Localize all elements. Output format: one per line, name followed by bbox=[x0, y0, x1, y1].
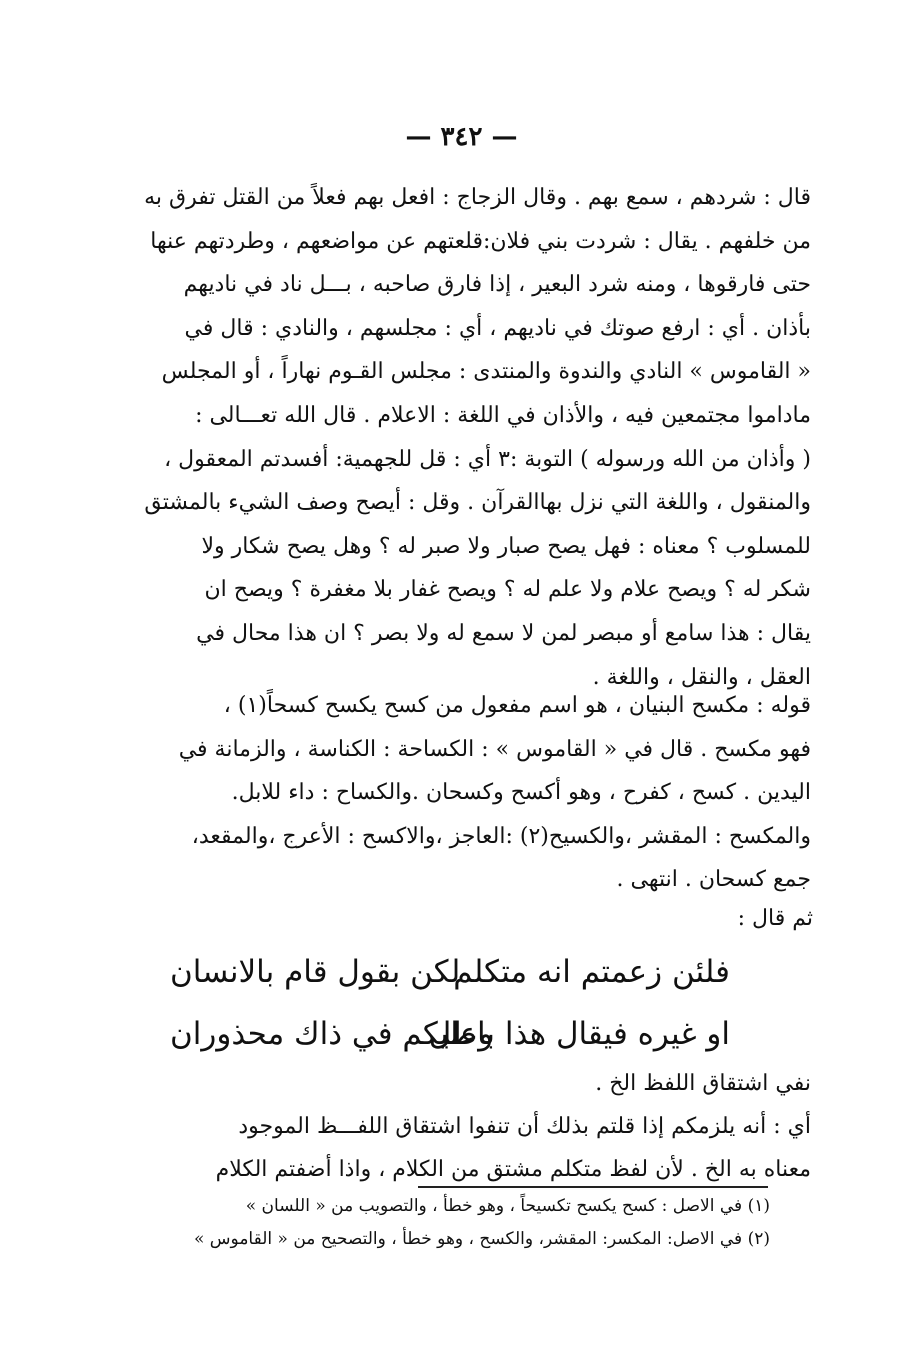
verse-line bbox=[170, 944, 730, 1000]
footnote: (١) في الاصل : كسح يكسح تكسيحاً ، وهو خطأ ، والتصويب من « اللسان » bbox=[245, 1196, 770, 1216]
text-line: والمكسح : المقشر ،والكسيح(٢) :العاجز ،والاكسح : الأعرج ،والمقعد، bbox=[191, 823, 811, 849]
page-number: — ٣٤٢ — bbox=[405, 122, 518, 152]
paragraph-1 bbox=[96, 176, 811, 699]
text-line: اليدين . كسح ، كفرح ، وهو أكسح وكسحان .والكساح : داء للابل. bbox=[231, 780, 811, 806]
text-line: من خلفهم . يقال : شردت بني فلان:قلعتهم عن مواضعهم ، وطردتهم عنها bbox=[150, 228, 811, 254]
footnote: (٢) في الاصل: المكسر: المقشر، والكسح ، وهو خطأ ، والتصحيح من « القاموس » bbox=[193, 1229, 770, 1249]
verse-second-hemistich: وعليكم في ذاك محذوران bbox=[170, 1016, 494, 1052]
text-line: « القاموس » النادي والندوة والمنتدى : مجلس القـوم نهاراً ، أو المجلس bbox=[161, 359, 811, 385]
text-line: معناه به الخ . لأن لفظ متكلم مشتق من الكلام ، واذا أضفتم الكلام bbox=[215, 1157, 811, 1182]
footnotes bbox=[150, 1190, 770, 1256]
paragraph-3 bbox=[96, 1062, 811, 1191]
footnote-divider bbox=[418, 1186, 768, 1188]
text-line: جمع كسحان . انتهى . bbox=[616, 867, 811, 893]
text-line: ماداموا مجتمعين فيه ، والأذان في اللغة : الاعلام . قال الله تعـــالى : bbox=[195, 402, 811, 428]
text-line: فهو مكسح . قال في « القاموس » : الكساحة : الكناسة ، والزمانة في bbox=[178, 736, 811, 762]
text-line: أي : أنه يلزمكم إذا قلتم بذلك أن تنفوا اشتقاق اللفـــظ الموجود bbox=[238, 1114, 811, 1139]
verse-first-hemistich: فلئن زعمتم انه متكلم bbox=[453, 954, 730, 990]
text-line: والمنقول ، واللغة التي نزل بهاالقرآن . وقل : أيصح وصف الشيء بالمشتق bbox=[144, 490, 811, 516]
text-line: قال : شردهم ، سمع بهم . وقال الزجاج : افعل بهم فعلاً من القتل تفرق به bbox=[144, 185, 811, 210]
verse-line bbox=[170, 1006, 730, 1062]
text-line: ( وأذان من الله ورسوله ) التوبة :٣ أي : قل للجهمية: أفسدتم المعقول ، bbox=[164, 446, 811, 472]
text-line: حتى فارقوها ، ومنه شرد البعير ، إذا فارق صاحبه ، بـــل ناد في ناديهم bbox=[183, 272, 811, 298]
text-line: العقل ، والنقل ، واللغة . bbox=[592, 664, 811, 690]
text-line: قوله : مكسح البنيان ، هو اسم مفعول من كسح يكسح كسحاً(١) ، bbox=[223, 693, 811, 718]
paragraph-2 bbox=[96, 684, 811, 902]
text-line: للمسلوب ؟ معناه : فهل يصح صبار ولا صبر له ؟ وهل يصح شكار ولا bbox=[201, 533, 811, 559]
text-line: نفي اشتقاق اللفظ الخ . bbox=[595, 1071, 811, 1096]
verse-second-hemistich: لكن بقول قام بالانسان bbox=[170, 954, 461, 990]
text-line: بأذان . أي : ارفع صوتك في ناديهم ، أي : مجلسهم ، والنادي : قال في bbox=[184, 315, 811, 341]
verse-first-hemistich: او غيره فيقال هذا باطل bbox=[428, 1016, 730, 1052]
text-line: شكر له ؟ ويصح علام ولا علم له ؟ ويصح غفار بلا مغفرة ؟ ويصح ان bbox=[204, 577, 811, 603]
text-line: يقال : هذا سامع أو مبصر لمن لا سمع له ولا بصر ؟ ان هذا محال في bbox=[196, 620, 811, 646]
verse-intro: ثم قال : bbox=[737, 906, 813, 931]
